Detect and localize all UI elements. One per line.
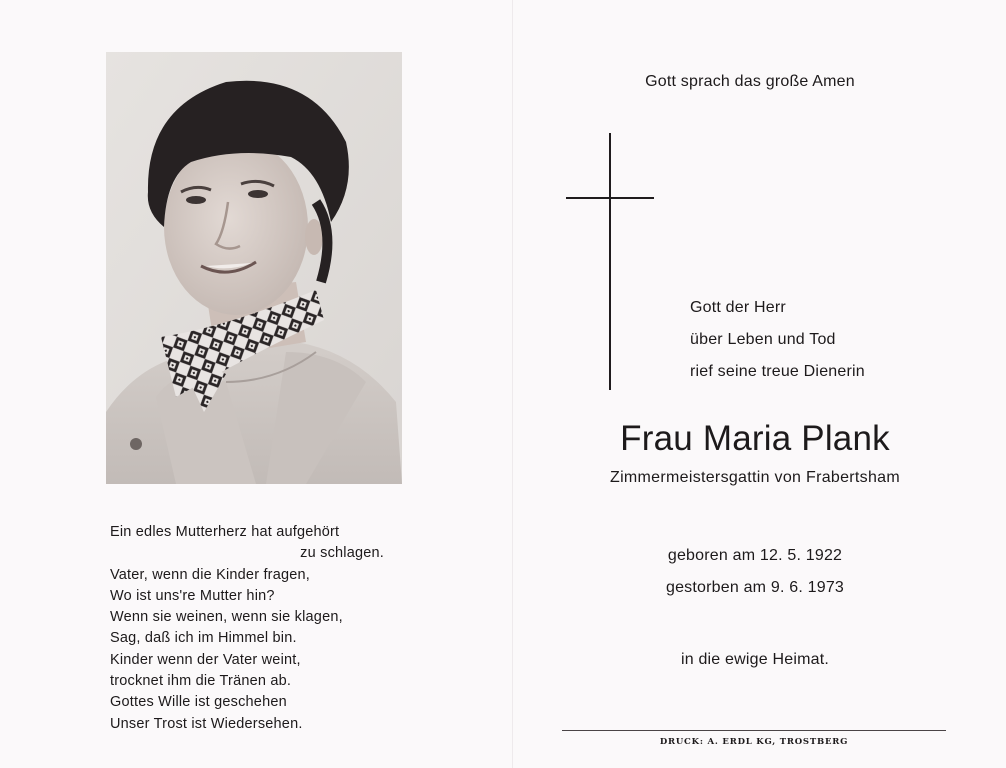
poem-line: Ein edles Mutterherz hat aufgehört bbox=[110, 524, 340, 540]
poem-line: Wenn sie weinen, wenn sie klagen, bbox=[110, 609, 343, 626]
verse-line: über Leben und Tod bbox=[690, 331, 836, 348]
poem-line: Unser Trost ist Wiedersehen. bbox=[110, 715, 303, 732]
death-date: gestorben am 9. 6. 1973 bbox=[665, 579, 845, 596]
card-fold bbox=[512, 0, 513, 768]
poem bbox=[110, 522, 400, 735]
portrait-image bbox=[106, 52, 402, 484]
birth-date: geboren am 12. 5. 1922 bbox=[667, 547, 843, 564]
cross-icon bbox=[609, 133, 611, 390]
poem-line: Gottes Wille ist geschehen bbox=[110, 694, 287, 711]
closing-line: in die ewige Heimat. bbox=[680, 651, 830, 668]
poem-line: zu schlagen. bbox=[300, 545, 384, 562]
poem-line: Kinder wenn der Vater weint, bbox=[110, 651, 301, 668]
poem-line: Wo ist uns're Mutter hin? bbox=[110, 587, 275, 604]
life-dates bbox=[560, 540, 950, 604]
poem-line: Vater, wenn die Kinder fragen, bbox=[110, 566, 310, 583]
cross-bar bbox=[566, 197, 654, 199]
printer-credit: DRUCK: A. ERDL KG, TROSTBERG bbox=[659, 737, 849, 747]
poem-line: trocknet ihm die Tränen ab. bbox=[110, 673, 292, 690]
deceased-name: Frau Maria Plank bbox=[620, 419, 890, 458]
verse-line: Gott der Herr bbox=[690, 299, 786, 316]
verse-line: rief seine treue Dienerin bbox=[690, 363, 865, 380]
printer-divider bbox=[562, 730, 946, 731]
verse bbox=[690, 292, 865, 388]
poem-line: Sag, daß ich im Himmel bin. bbox=[110, 630, 297, 647]
motto: Gott sprach das große Amen bbox=[645, 73, 855, 90]
portrait-photo bbox=[106, 52, 402, 484]
deceased-occupation: Zimmermeistersgattin von Frabertsham bbox=[610, 469, 900, 486]
